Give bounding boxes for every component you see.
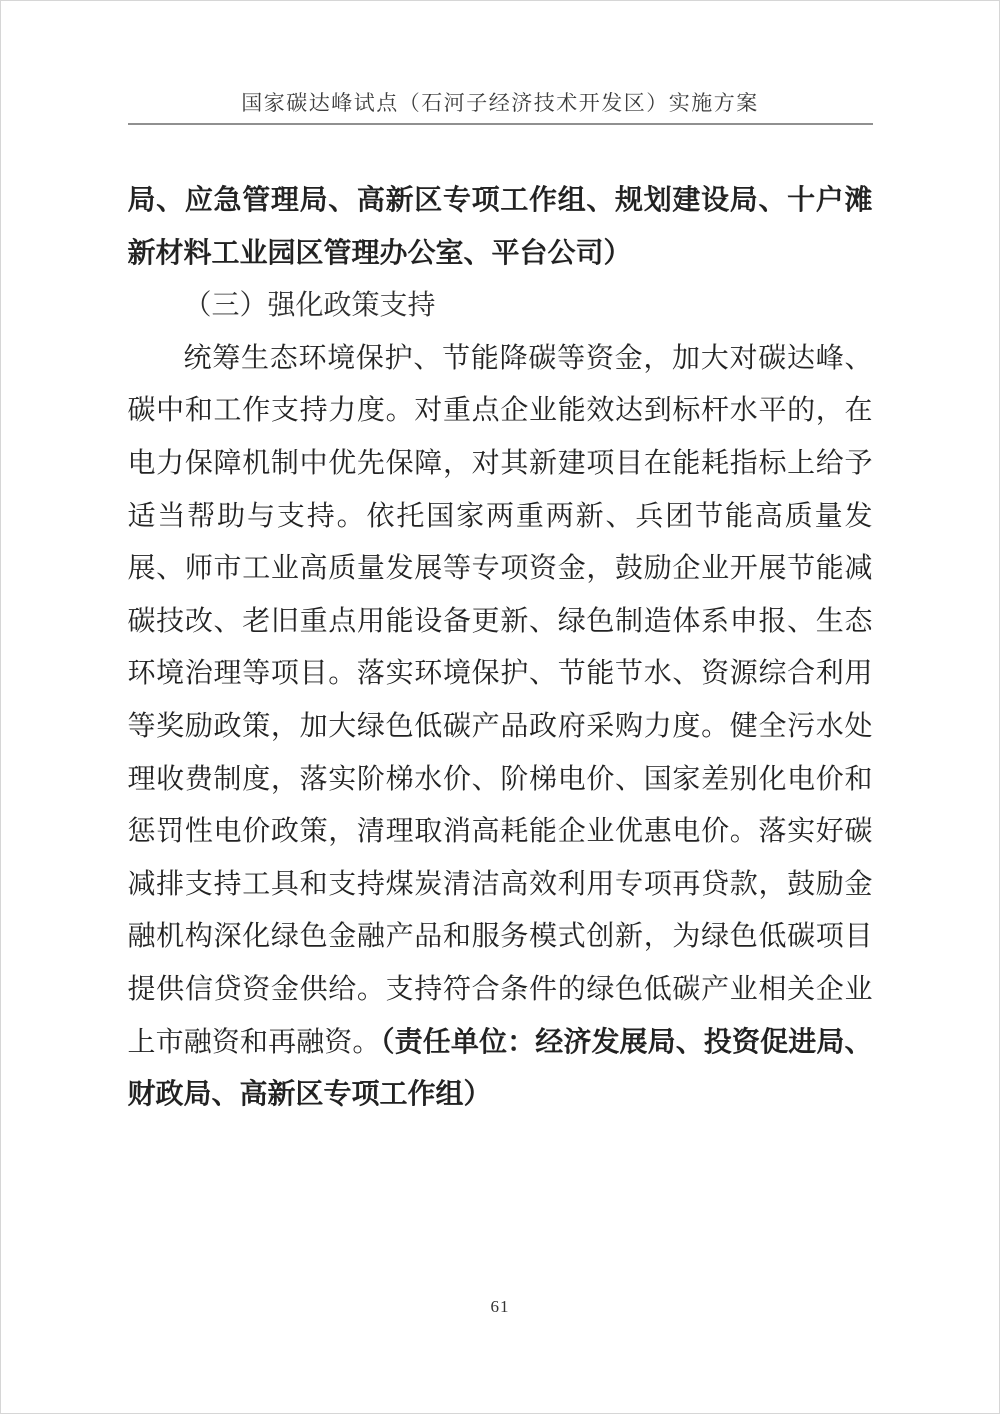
page-footer	[1, 1297, 999, 1317]
responsibility-units-text: （责任单位：经济发展局、投资促进局、财政局、高新区专项工作组）	[127, 1026, 873, 1111]
policy-support-paragraph	[128, 333, 873, 1122]
policy-support-text: 统筹生态环境保护、节能降碳等资金，加大对碳达峰、碳中和工作支持力度。对重点企业能效达到标杆水平的，在电力保障机制中优先保障，对其新建项目在能耗指标上给予适当帮助与支持。依托国家两重两新、兵团节能高质量发展、师市工业高质量发展等专项资金，鼓励企业开展节能减碳技改、老旧重点用能设备更新、绿色制造体系申报、生态环境治理等项目。落实环境保护、节能节水、资源综合利用等奖励政策，加大绿色低碳产品政府采购力度。健全污水处理收费制度，落实阶梯水价、阶梯电价、国家差别化电价和惩罚性电价政策，清理取消高耗能企业优惠电价。落实好碳减排支持工具和支持煤炭清洁高效利用专项再贷款，鼓励金融机构深化绿色金融产品和服务模式创新，为绿色低碳项目提供信贷资金供给。支持符合条件的绿色低碳产业相关企业上市融资和再融资。	[127, 342, 873, 1058]
document-body	[128, 175, 873, 1122]
page-header	[128, 1, 873, 125]
header-rule	[128, 123, 873, 125]
section-heading: （三）强化政策支持	[183, 290, 436, 322]
page-number: 61	[490, 1297, 510, 1316]
responsibility-continuation-paragraph: 局、应急管理局、高新区专项工作组、规划建设局、十户滩新材料工业园区管理办公室、平台公司）	[127, 185, 873, 269]
document-title: 国家碳达峰试点（石河子经济技术开发区）实施方案	[241, 91, 759, 115]
